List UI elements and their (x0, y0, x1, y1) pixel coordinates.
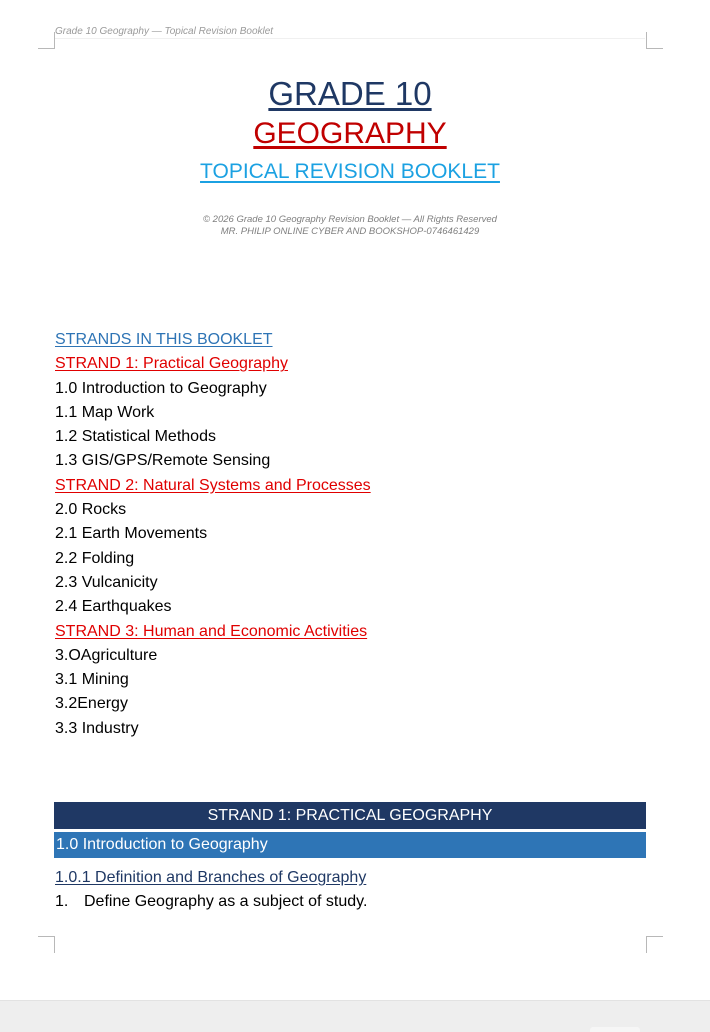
toc-topic-1-0: 1.0 Introduction to Geography (55, 379, 267, 397)
running-header: Grade 10 Geography — Topical Revision Booklet (55, 26, 274, 37)
toc-topic-2-0: 2.0 Rocks (55, 501, 127, 519)
header-rule (55, 38, 645, 39)
title-subject: GEOGRAPHY (253, 117, 447, 150)
toc-heading[interactable]: STRANDS IN THIS BOOKLET (55, 331, 273, 348)
copyright-notice (0, 214, 700, 238)
toc-topic-2-1: 2.1 Earth Movements (55, 525, 208, 543)
toc-strand-1[interactable]: STRAND 1: Practical Geography (55, 355, 288, 373)
title-grade: GRADE 10 (268, 75, 432, 112)
toc-strand-3[interactable]: STRAND 3: Human and Economic Activities (55, 622, 368, 640)
publisher-line: MR. PHILIP ONLINE CYBER AND BOOKSHOP-0746461429 (220, 226, 480, 237)
question-item (55, 891, 367, 913)
crop-mark-top-right (646, 32, 663, 49)
question-text: Define Geography as a subject of study. (84, 893, 368, 910)
toc-topic-2-3: 2.3 Vulcanicity (55, 573, 158, 591)
title-booklet: TOPICAL REVISION BOOKLET (200, 160, 500, 183)
toc-topic-3-1: 3.1 Mining (55, 671, 129, 689)
topic-banner: 1.0 Introduction to Geography (54, 832, 646, 858)
toc-topic-1-1: 1.1 Map Work (55, 403, 155, 421)
subtopic-heading[interactable]: 1.0.1 Definition and Branches of Geography (55, 869, 367, 886)
table-of-contents (55, 328, 655, 741)
toc-topic-3-0: 3.OAgriculture (55, 646, 158, 664)
crop-mark-bottom-right (646, 936, 663, 953)
crop-mark-top-left (38, 32, 55, 49)
toc-topic-3-2: 3.2Energy (55, 695, 128, 713)
next-page-edge (590, 1027, 640, 1032)
page-gap (0, 1000, 710, 1032)
copyright-line: © 2026 Grade 10 Geography Revision Booklet — All Rights Reserved (203, 214, 497, 225)
crop-mark-bottom-left (38, 936, 55, 953)
toc-topic-2-4: 2.4 Earthquakes (55, 598, 172, 616)
toc-topic-2-2: 2.2 Folding (55, 549, 135, 567)
question-number: 1. (55, 893, 69, 910)
toc-topic-1-2: 1.2 Statistical Methods (55, 428, 216, 446)
title-block (0, 74, 700, 190)
toc-strand-2[interactable]: STRAND 2: Natural Systems and Processes (55, 476, 371, 494)
toc-topic-1-3: 1.3 GIS/GPS/Remote Sensing (55, 452, 271, 470)
toc-topic-3-3: 3.3 Industry (55, 719, 139, 737)
strand-banner: STRAND 1: PRACTICAL GEOGRAPHY (54, 802, 646, 829)
